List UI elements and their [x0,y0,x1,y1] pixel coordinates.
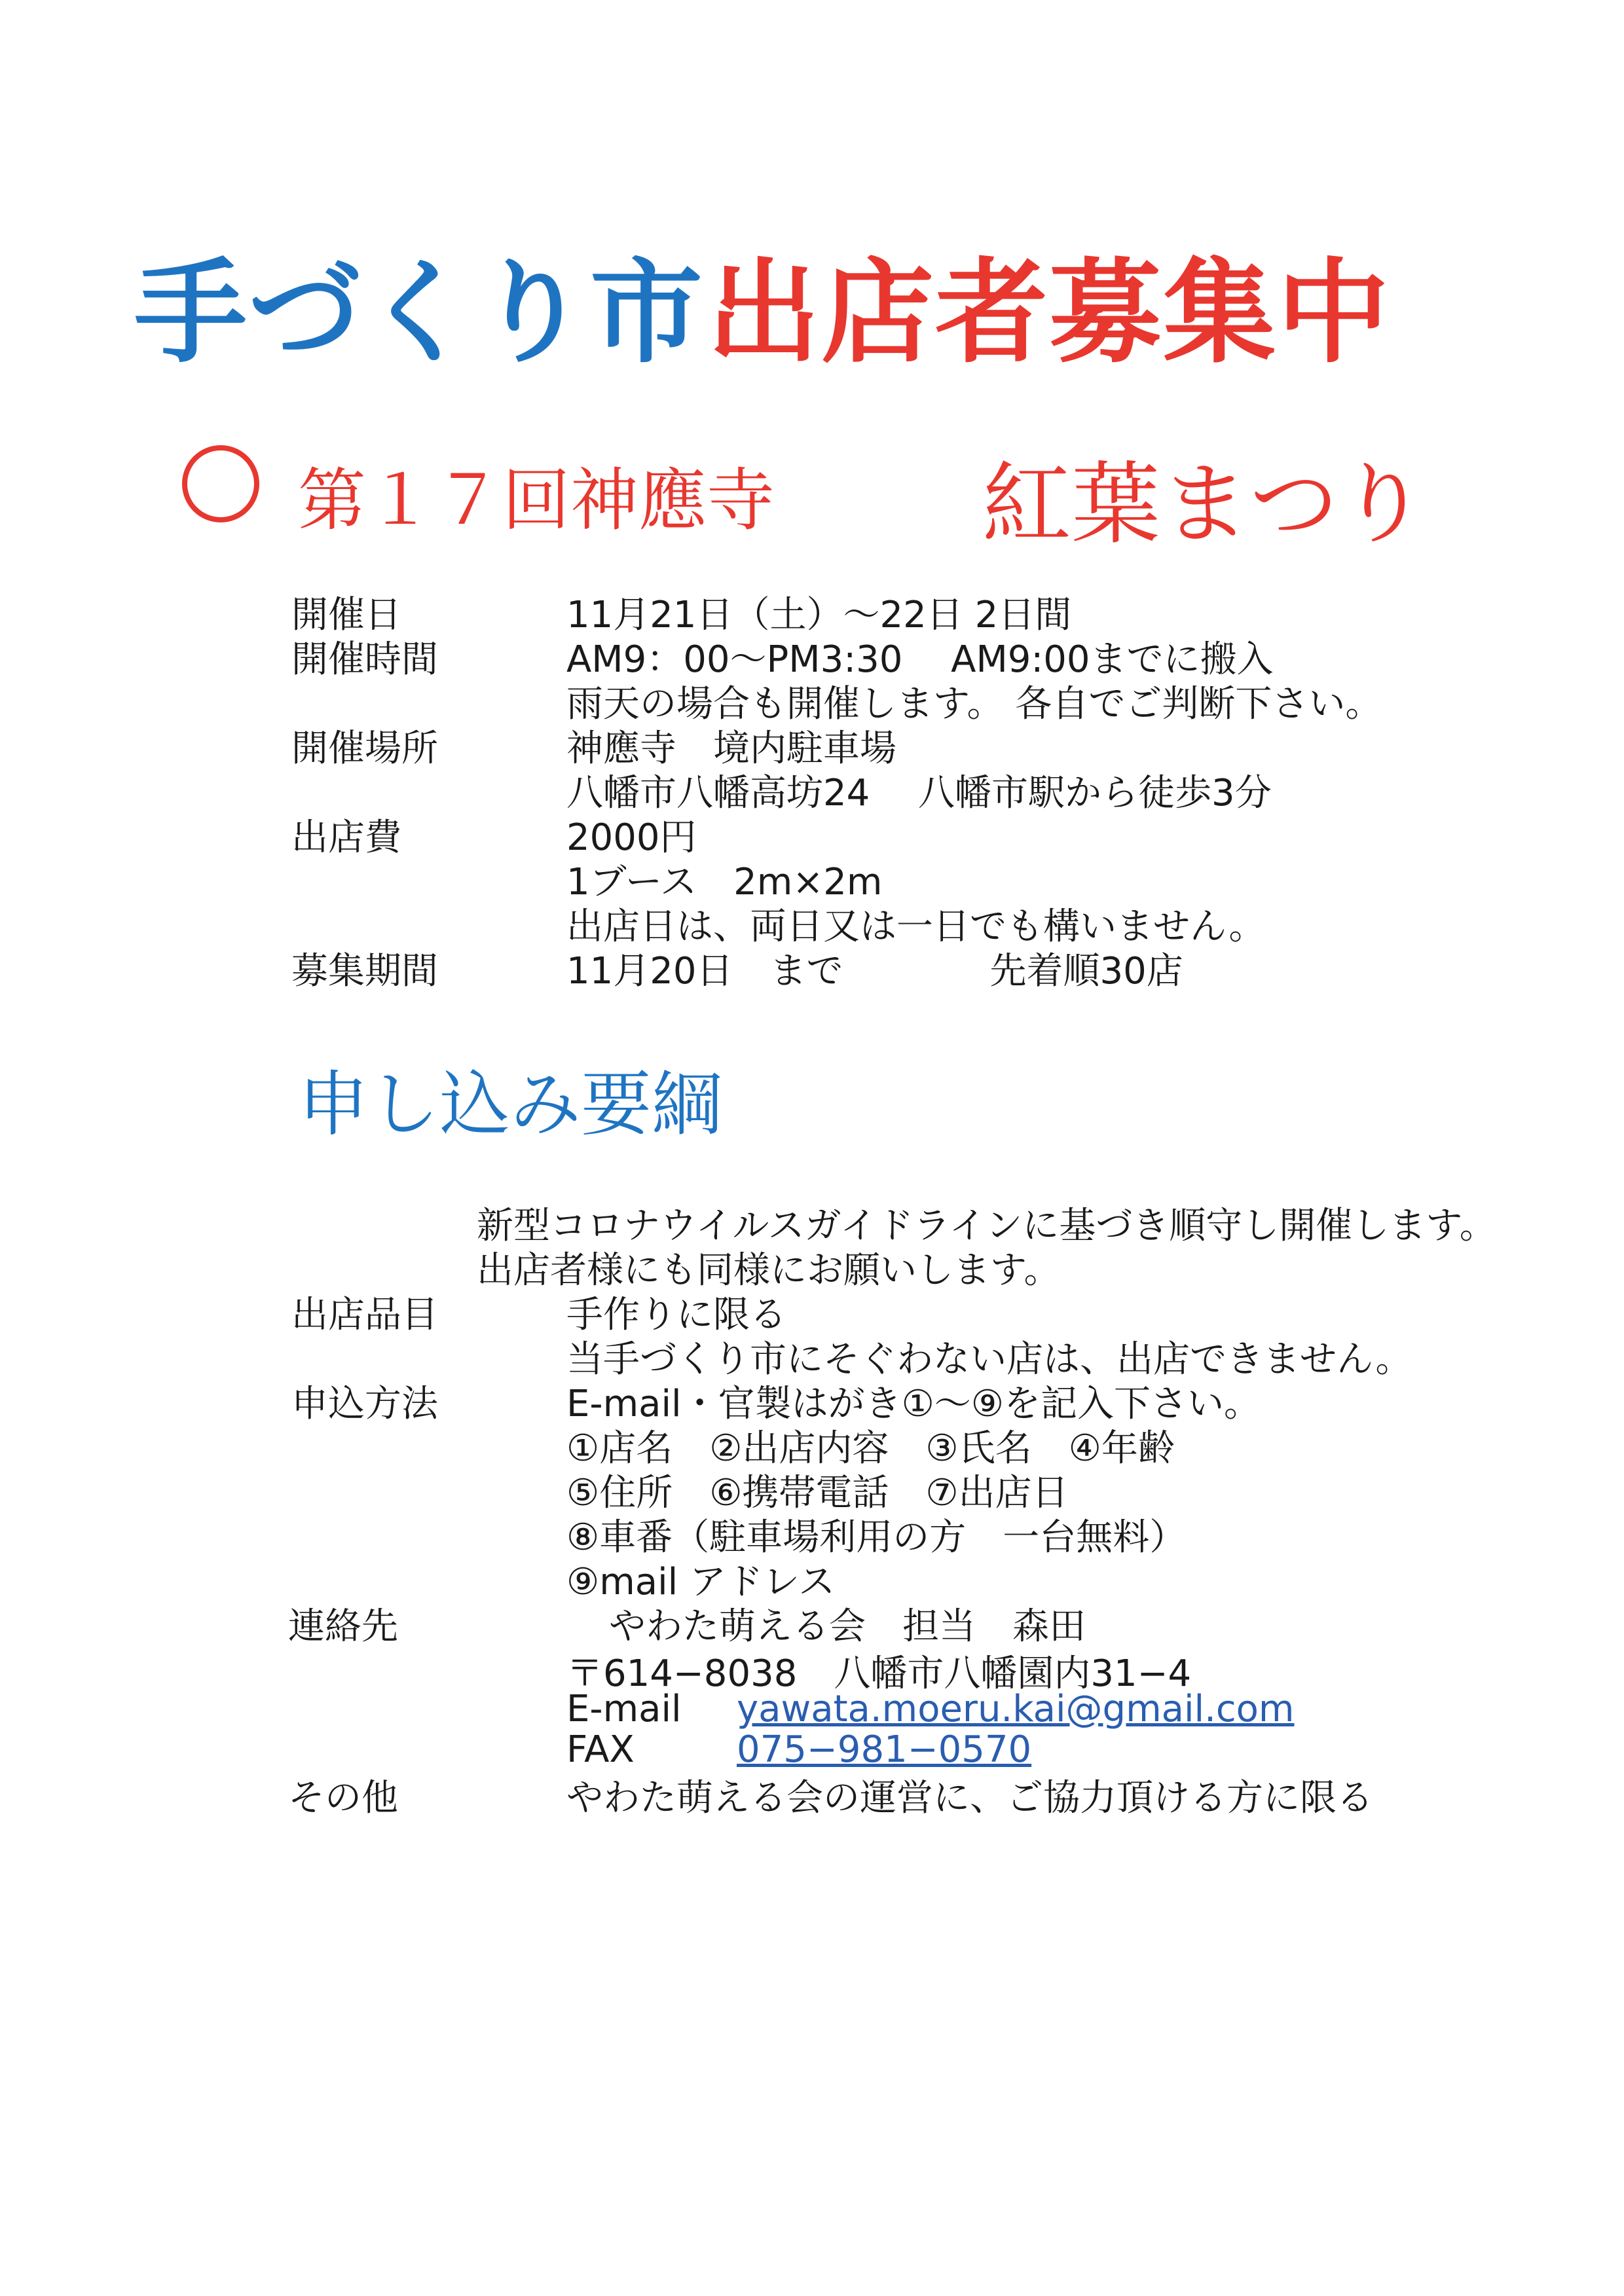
notice-line-1: 新型コロナウイルスガイドラインに基づき順守し開催します。 [477,1205,1496,1247]
festival-name: 紅葉まつり [982,453,1428,556]
label-time: 開催時間 [291,638,438,681]
label-contact: 連絡先 [288,1605,398,1648]
value-date: 11月21日（土）～22日 2日間 [566,594,1072,636]
value-booth: 1ブース 2m×2m [566,861,883,903]
label-venue: 開催場所 [291,727,438,770]
label-method: 申込方法 [291,1383,438,1425]
value-items-note: 当手づくり市にそぐわない店は、出店できません。 [566,1338,1412,1381]
value-fee: 2000円 [566,816,697,859]
value-days: 出店日は、両日又は一日でも構いません。 [566,905,1266,948]
label-period: 募集期間 [291,950,438,993]
value-other: やわた萌える会の運営に、ご協力頂ける方に限る [566,1777,1373,1819]
value-method-3: ⑧車番（駐車場利用の方 一台無料） [566,1516,1187,1559]
contact-fax-link[interactable]: 075−981−0570 [737,1728,1032,1771]
value-items: 手作りに限る [566,1294,786,1336]
label-date: 開催日 [291,594,401,636]
contact-address: 〒614−8038 八幡市八幡園内31−4 [566,1652,1192,1695]
value-method-2: ⑤住所 ⑥携帯電話 ⑦出店日 [566,1472,1069,1514]
title-part1: 手づくり市 [134,247,704,378]
value-method: E-mail・官製はがき①～⑨を記入下さい。 [566,1383,1261,1425]
contact-email-label: E-mail [566,1688,682,1730]
label-fee: 出店費 [291,816,401,859]
contact-fax-label: FAX [566,1728,635,1771]
label-other: その他 [288,1777,398,1819]
event-name: 第１７回神應寺 [298,460,775,540]
notice-line-2: 出店者様にも同様にお願いします。 [477,1249,1061,1292]
value-time: AM9：00～PM3:30 AM9:00までに搬入 [566,638,1274,681]
value-rain: 雨天の場合も開催します。 各自でご判断下さい。 [566,683,1382,725]
circle-mark [182,445,259,522]
value-venue-address: 八幡市八幡高坊24 八幡市駅から徒歩3分 [566,772,1272,814]
label-items: 出店品目 [291,1294,438,1336]
value-method-4: ⑨mail アドレス [566,1561,836,1603]
title-part2: 出店者募集中 [707,247,1391,378]
contact-org: やわた萌える会 担当 森田 [609,1605,1086,1648]
value-venue: 神應寺 境内駐車場 [566,727,896,770]
value-method-1: ①店名 ②出店内容 ③氏名 ④年齢 [566,1427,1175,1470]
section-title: 申し込み要綱 [298,1064,723,1146]
value-period: 11月20日 まで 先着順30店 [566,950,1183,993]
contact-email-link[interactable]: yawata.moeru.kai@gmail.com [737,1688,1295,1730]
